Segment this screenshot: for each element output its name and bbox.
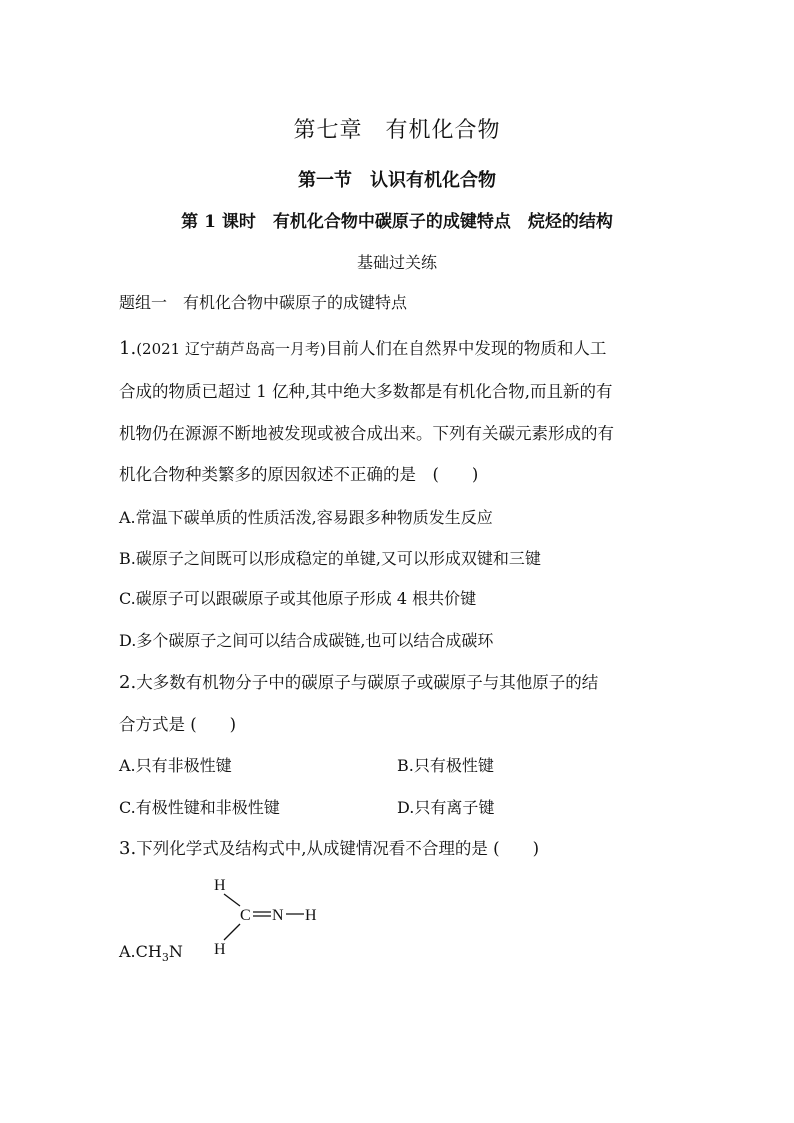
atom-c: C xyxy=(240,907,251,924)
atom-h-bottom: H xyxy=(214,941,226,958)
formula-prefix: A.CH xyxy=(119,942,162,961)
lesson-title: 第 1 课时 有机化合物中碳原子的成键特点 烷烃的结构 xyxy=(181,212,613,232)
formula-suffix: N xyxy=(168,942,183,961)
q1-option-b: B.碳原子之间既可以形成稳定的单键,又可以形成双键和三键 xyxy=(119,549,541,568)
q1-text-line: 机物仍在源源不断地被发现或被合成出来。下列有关碳元素形成的有 xyxy=(119,424,614,443)
practice-label: 基础过关练 xyxy=(356,253,437,272)
q1-text-line: 机化合物种类繁多的原因叙述不正确的是 ( ) xyxy=(119,465,479,484)
q2-text-line: 合方式是 ( ) xyxy=(119,715,237,734)
q3-first-line xyxy=(119,835,539,859)
q1-number: 1. xyxy=(119,338,137,359)
q2-option-a: A.只有非极性键 xyxy=(119,756,232,775)
q2-text-line: 大多数有机物分子中的碳原子与碳原子或碳原子与其他原子的结 xyxy=(136,673,599,692)
structural-formula xyxy=(200,872,340,962)
bond-c-h-bottom xyxy=(224,924,240,940)
q1-text-line: 合成的物质已超过 1 亿种,其中绝大多数都是有机化合物,而且新的有 xyxy=(119,382,613,401)
atom-n: N xyxy=(272,907,284,924)
q1-option-d: D.多个碳原子之间可以结合成碳链,也可以结合成碳环 xyxy=(119,631,494,650)
q2-number: 2. xyxy=(119,672,137,693)
section-title: 第一节 认识有机化合物 xyxy=(298,170,496,191)
atom-h-top: H xyxy=(214,877,226,894)
q3-option-a-formula xyxy=(119,942,183,964)
q1-text-line: 目前人们在自然界中发现的物质和人工 xyxy=(325,339,607,358)
group-title: 题组一 有机化合物中碳原子的成键特点 xyxy=(119,293,408,312)
q2-option-b: B.只有极性键 xyxy=(397,756,494,775)
q2-option-d: D.只有离子键 xyxy=(397,798,495,817)
chapter-title: 第七章 有机化合物 xyxy=(293,118,501,143)
q3-text: 下列化学式及结构式中,从成键情况看不合理的是 ( ) xyxy=(136,839,540,858)
atom-h-right: H xyxy=(305,907,317,924)
bond-c-h-top xyxy=(224,894,240,906)
q1-source: (2021 辽宁葫芦岛高一月考) xyxy=(136,340,326,358)
q3-number: 3. xyxy=(119,838,137,859)
q2-first-line xyxy=(119,669,598,693)
q1-option-c: C.碳原子可以跟碳原子或其他原子形成 4 根共价键 xyxy=(119,589,477,608)
q1-option-a: A.常温下碳单质的性质活泼,容易跟多种物质发生反应 xyxy=(119,508,493,527)
q1-first-line xyxy=(119,335,606,359)
q2-option-c: C.有极性键和非极性键 xyxy=(119,798,280,817)
formula-subscript: 3 xyxy=(161,951,169,965)
